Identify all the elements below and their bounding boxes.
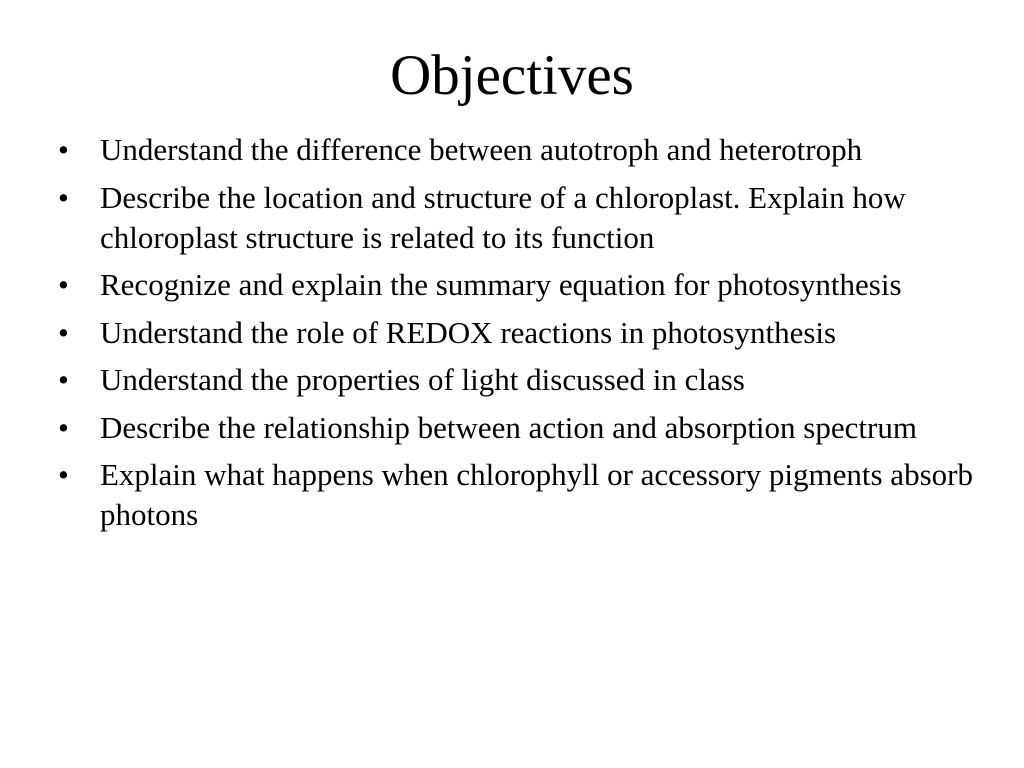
objective-text: Understand the properties of light discussed in class xyxy=(100,362,745,397)
objective-item-7 xyxy=(58,455,978,535)
objective-text: Recognize and explain the summary equation for photosynthesis xyxy=(100,267,902,302)
objective-item-3 xyxy=(58,265,978,305)
bullet-icon: • xyxy=(58,362,69,397)
objective-text: Understand the role of REDOX reactions in photosynthesis xyxy=(100,314,837,350)
objectives-list xyxy=(58,130,978,535)
bullet-icon: • xyxy=(58,267,69,302)
objective-item-1 xyxy=(58,130,978,170)
bullet-icon: • xyxy=(58,457,69,492)
objective-item-4 xyxy=(58,313,978,353)
bullet-icon: • xyxy=(58,132,69,167)
objective-item-2 xyxy=(58,178,978,258)
bullet-icon: • xyxy=(58,314,69,350)
objective-text: Understand the difference between autotroph and heterotroph xyxy=(100,132,863,167)
slide-title: Objectives xyxy=(390,44,634,107)
objective-text: Explain what happens when chlorophyll or accessory pigments absorb photons xyxy=(100,457,973,532)
objective-text: Describe the location and structure of a chloroplast. Explain how chloroplast structure is related to its function xyxy=(100,179,906,255)
bullet-icon: • xyxy=(58,409,69,445)
objective-text: Describe the relationship between action and absorption spectrum xyxy=(100,409,917,445)
objective-item-5 xyxy=(58,360,978,400)
bullet-icon: • xyxy=(58,179,69,215)
objective-item-6 xyxy=(58,408,978,448)
